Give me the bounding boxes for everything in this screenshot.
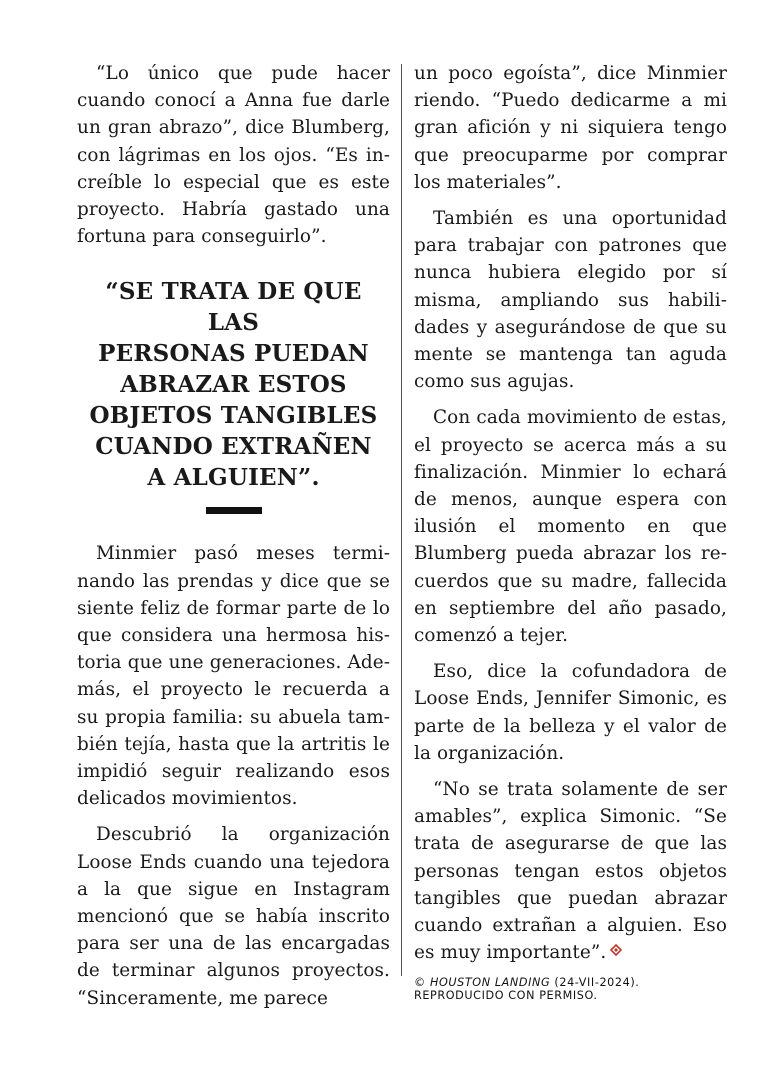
left-paragraph-2: Minmier pasó meses terminando las prendas y dice que se siente feliz de formar parte de lo que considera una hermosa historia que une generaciones. Además, el proyecto le recuerda a su propia familia: su abuela también tejía, hasta que la artritis le impidió seguir realizando esos delicados movimientos. [77,543,390,810]
left-column [77,60,390,1021]
pull-quote-divider [206,507,262,514]
right-column [414,60,727,1002]
left-paragraph-3: Descubrió la organización Loose Ends cuando una tejedora a la que sigue en Instagram mencionó que se había inscrito para ser una de las encargadas de terminar algunos proyectos. “Sinceramente, me parece [77,824,390,1009]
pull-quote-line-6: A ALGUIEN”. [147,464,320,492]
pull-quote-line-4: OBJETOS TANGIBLES [89,402,378,430]
right-paragraph-5 [414,776,727,966]
end-of-article-icon [610,944,622,956]
left-paragraph-1: “Lo único que pude hacer cuando conocí a Anna fue darle un gran abrazo”, dice Blumberg, con lágrimas en los ojos. “Es increíble lo especial que es este proyecto. Habría gastado una fortuna para conseguirlo”. [77,63,390,248]
right-paragraph-1: un poco egoísta”, dice Minmier riendo. “Puedo dedicarme a mi gran afición y ni siquiera tengo que preocuparme por comprar los materiales”. [414,63,727,193]
photo-credit [414,976,727,1002]
right-paragraph-3: Con cada movimiento de estas, el proyecto se acerca más a su finalización. Minmier lo echará de menos, aunque espera con ilusión el momento en que Blumberg pueda abrazar los recuerdos que su madre, fallecida en septiembre del año pasado, comenzó a tejer. [414,407,727,647]
pull-quote-line-1: “SE TRATA DE QUE LAS [105,278,362,337]
right-paragraph-2: También es una oportunidad para trabajar con patrones que nunca hubiera elegido por sí misma, ampliando sus habilidades y asegurándose de que su mente se mantenga tan aguda como sus agujas. [414,208,727,393]
right-paragraph-5-text: “No se trata solamente de ser amables”, explica Simonic. “Se trata de asegurarse de que las personas tengan estos objetos tangibles que puedan abrazar cuando extrañan a alguien. Eso es muy importante”. [414,779,727,964]
pull-quote [77,276,390,493]
pull-quote-line-3: ABRAZAR ESTOS [120,371,347,399]
credit-date: (24-VII-2024). [554,975,640,989]
pull-quote-line-5: CUANDO EXTRAÑEN [95,433,372,461]
right-paragraph-4: Eso, dice la cofundadora de Loose Ends, Jennifer Simonic, es parte de la belleza y el valor de la organización. [414,661,727,764]
copyright-symbol: © [414,975,426,989]
pull-quote-line-2: PERSONAS PUEDAN [98,340,369,368]
credit-source: HOUSTON LANDING [429,975,551,989]
column-rule [401,64,402,976]
credit-permission: REPRODUCIDO CON PERMISO. [414,988,598,1002]
